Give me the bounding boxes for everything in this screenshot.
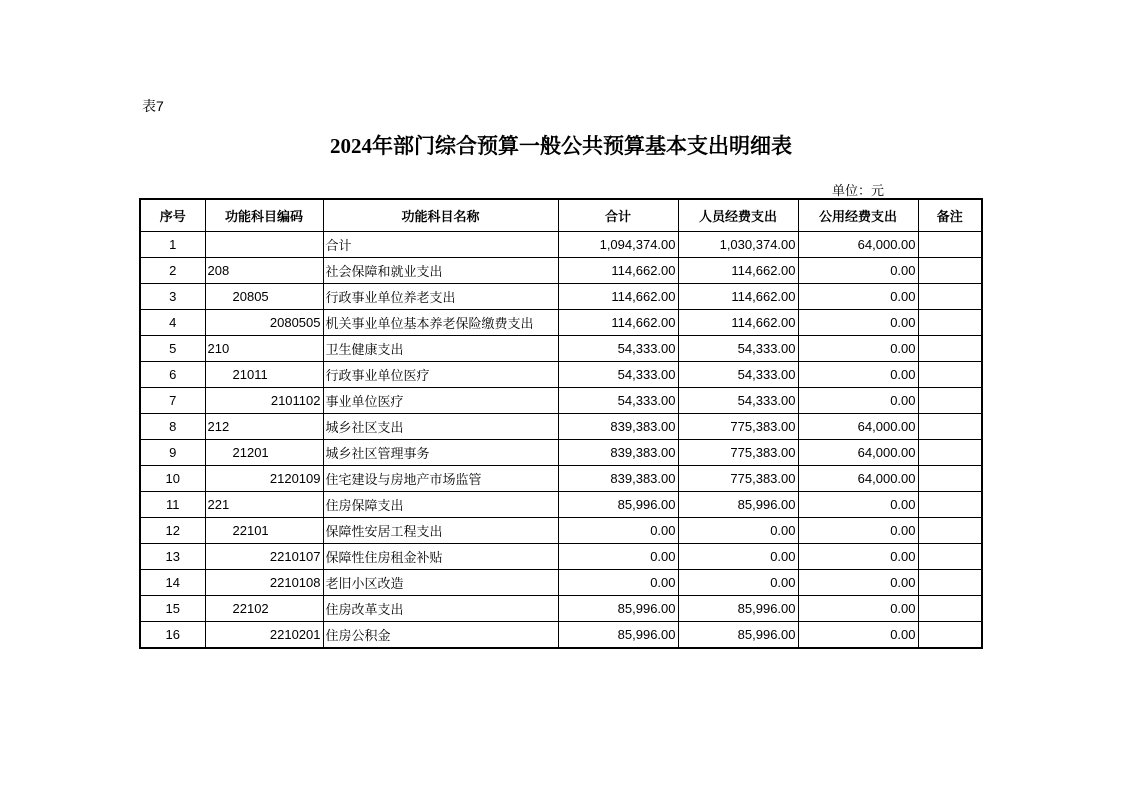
cell-public-expense: 0.00 [798, 544, 918, 570]
table-header-row [140, 199, 982, 232]
unit-label: 单位：元 [832, 183, 885, 198]
cell-personnel-expense: 1,030,374.00 [678, 232, 798, 258]
cell-index: 15 [140, 596, 205, 622]
table-row [140, 388, 982, 414]
table-row [140, 492, 982, 518]
cell-public-expense: 0.00 [798, 492, 918, 518]
cell-total: 1,094,374.00 [558, 232, 678, 258]
cell-function-name: 城乡社区管理事务 [323, 440, 558, 466]
cell-function-code: 22101 [205, 518, 323, 544]
cell-note [918, 518, 982, 544]
cell-index: 10 [140, 466, 205, 492]
cell-note [918, 622, 982, 649]
table-row [140, 596, 982, 622]
cell-note [918, 466, 982, 492]
cell-public-expense: 0.00 [798, 518, 918, 544]
cell-function-name: 住房保障支出 [323, 492, 558, 518]
cell-personnel-expense: 775,383.00 [678, 440, 798, 466]
cell-index: 4 [140, 310, 205, 336]
cell-public-expense: 0.00 [798, 336, 918, 362]
cell-note [918, 310, 982, 336]
cell-function-name: 事业单位医疗 [323, 388, 558, 414]
header-function-code: 功能科目编码 [205, 199, 323, 232]
cell-note [918, 492, 982, 518]
cell-function-code: 22102 [205, 596, 323, 622]
cell-note [918, 388, 982, 414]
cell-note [918, 284, 982, 310]
cell-function-name: 机关事业单位基本养老保险缴费支出 [323, 310, 558, 336]
cell-index: 2 [140, 258, 205, 284]
cell-personnel-expense: 775,383.00 [678, 466, 798, 492]
cell-note [918, 362, 982, 388]
cell-note [918, 544, 982, 570]
table-row [140, 258, 982, 284]
cell-function-code: 210 [205, 336, 323, 362]
cell-function-code: 21201 [205, 440, 323, 466]
cell-personnel-expense: 775,383.00 [678, 414, 798, 440]
cell-function-name: 老旧小区改造 [323, 570, 558, 596]
cell-total: 85,996.00 [558, 596, 678, 622]
cell-personnel-expense: 0.00 [678, 570, 798, 596]
cell-public-expense: 0.00 [798, 362, 918, 388]
cell-total: 839,383.00 [558, 414, 678, 440]
cell-total: 114,662.00 [558, 310, 678, 336]
table-number: 表7 [142, 98, 164, 114]
table-row [140, 466, 982, 492]
cell-note [918, 596, 982, 622]
cell-function-name: 卫生健康支出 [323, 336, 558, 362]
cell-index: 9 [140, 440, 205, 466]
cell-index: 12 [140, 518, 205, 544]
cell-public-expense: 64,000.00 [798, 232, 918, 258]
cell-index: 16 [140, 622, 205, 649]
cell-index: 6 [140, 362, 205, 388]
cell-total: 54,333.00 [558, 336, 678, 362]
header-index: 序号 [140, 199, 205, 232]
cell-total: 0.00 [558, 570, 678, 596]
cell-personnel-expense: 54,333.00 [678, 362, 798, 388]
cell-function-code: 2210108 [205, 570, 323, 596]
cell-index: 1 [140, 232, 205, 258]
cell-index: 8 [140, 414, 205, 440]
header-note: 备注 [918, 199, 982, 232]
table-row [140, 232, 982, 258]
cell-note [918, 232, 982, 258]
cell-personnel-expense: 85,996.00 [678, 596, 798, 622]
cell-total: 54,333.00 [558, 362, 678, 388]
table-row [140, 414, 982, 440]
cell-note [918, 258, 982, 284]
cell-function-code: 208 [205, 258, 323, 284]
cell-public-expense: 0.00 [798, 570, 918, 596]
cell-note [918, 440, 982, 466]
cell-function-code: 2210107 [205, 544, 323, 570]
cell-personnel-expense: 114,662.00 [678, 310, 798, 336]
budget-table [139, 198, 983, 649]
cell-public-expense: 64,000.00 [798, 414, 918, 440]
cell-function-name: 住房公积金 [323, 622, 558, 649]
cell-total: 0.00 [558, 544, 678, 570]
cell-personnel-expense: 85,996.00 [678, 622, 798, 649]
cell-personnel-expense: 0.00 [678, 544, 798, 570]
cell-public-expense: 0.00 [798, 388, 918, 414]
cell-function-code: 2210201 [205, 622, 323, 649]
cell-personnel-expense: 54,333.00 [678, 388, 798, 414]
cell-function-name: 合计 [323, 232, 558, 258]
cell-personnel-expense: 0.00 [678, 518, 798, 544]
cell-total: 114,662.00 [558, 258, 678, 284]
cell-function-code: 2080505 [205, 310, 323, 336]
page-title: 2024年部门综合预算一般公共预算基本支出明细表 [330, 134, 792, 158]
cell-total: 0.00 [558, 518, 678, 544]
cell-personnel-expense: 54,333.00 [678, 336, 798, 362]
cell-index: 7 [140, 388, 205, 414]
cell-total: 839,383.00 [558, 440, 678, 466]
cell-total: 85,996.00 [558, 622, 678, 649]
cell-total: 85,996.00 [558, 492, 678, 518]
cell-public-expense: 0.00 [798, 310, 918, 336]
cell-function-code: 20805 [205, 284, 323, 310]
table-row [140, 622, 982, 649]
table-row [140, 440, 982, 466]
cell-function-name: 城乡社区支出 [323, 414, 558, 440]
cell-function-name: 行政事业单位养老支出 [323, 284, 558, 310]
cell-function-name: 保障性住房租金补贴 [323, 544, 558, 570]
cell-public-expense: 0.00 [798, 284, 918, 310]
cell-function-name: 住房改革支出 [323, 596, 558, 622]
cell-function-name: 社会保障和就业支出 [323, 258, 558, 284]
cell-public-expense: 0.00 [798, 596, 918, 622]
cell-function-code [205, 232, 323, 258]
cell-note [918, 414, 982, 440]
cell-index: 5 [140, 336, 205, 362]
cell-function-code: 212 [205, 414, 323, 440]
cell-function-code: 2120109 [205, 466, 323, 492]
cell-total: 114,662.00 [558, 284, 678, 310]
cell-function-name: 住宅建设与房地产市场监管 [323, 466, 558, 492]
cell-total: 839,383.00 [558, 466, 678, 492]
cell-public-expense: 0.00 [798, 622, 918, 649]
cell-total: 54,333.00 [558, 388, 678, 414]
cell-index: 13 [140, 544, 205, 570]
cell-function-code: 21011 [205, 362, 323, 388]
cell-function-code: 221 [205, 492, 323, 518]
cell-index: 14 [140, 570, 205, 596]
cell-note [918, 570, 982, 596]
table-row [140, 518, 982, 544]
cell-function-code: 2101102 [205, 388, 323, 414]
table-row [140, 284, 982, 310]
table-row [140, 310, 982, 336]
header-public-expense: 公用经费支出 [798, 199, 918, 232]
cell-index: 11 [140, 492, 205, 518]
cell-public-expense: 0.00 [798, 258, 918, 284]
header-function-name: 功能科目名称 [323, 199, 558, 232]
cell-personnel-expense: 114,662.00 [678, 284, 798, 310]
cell-note [918, 336, 982, 362]
cell-function-name: 行政事业单位医疗 [323, 362, 558, 388]
cell-public-expense: 64,000.00 [798, 466, 918, 492]
table-row [140, 544, 982, 570]
table-body [140, 232, 982, 649]
table-row [140, 336, 982, 362]
cell-index: 3 [140, 284, 205, 310]
header-total: 合计 [558, 199, 678, 232]
table-row [140, 362, 982, 388]
cell-personnel-expense: 85,996.00 [678, 492, 798, 518]
cell-public-expense: 64,000.00 [798, 440, 918, 466]
cell-function-name: 保障性安居工程支出 [323, 518, 558, 544]
table-row [140, 570, 982, 596]
cell-personnel-expense: 114,662.00 [678, 258, 798, 284]
header-personnel-expense: 人员经费支出 [678, 199, 798, 232]
